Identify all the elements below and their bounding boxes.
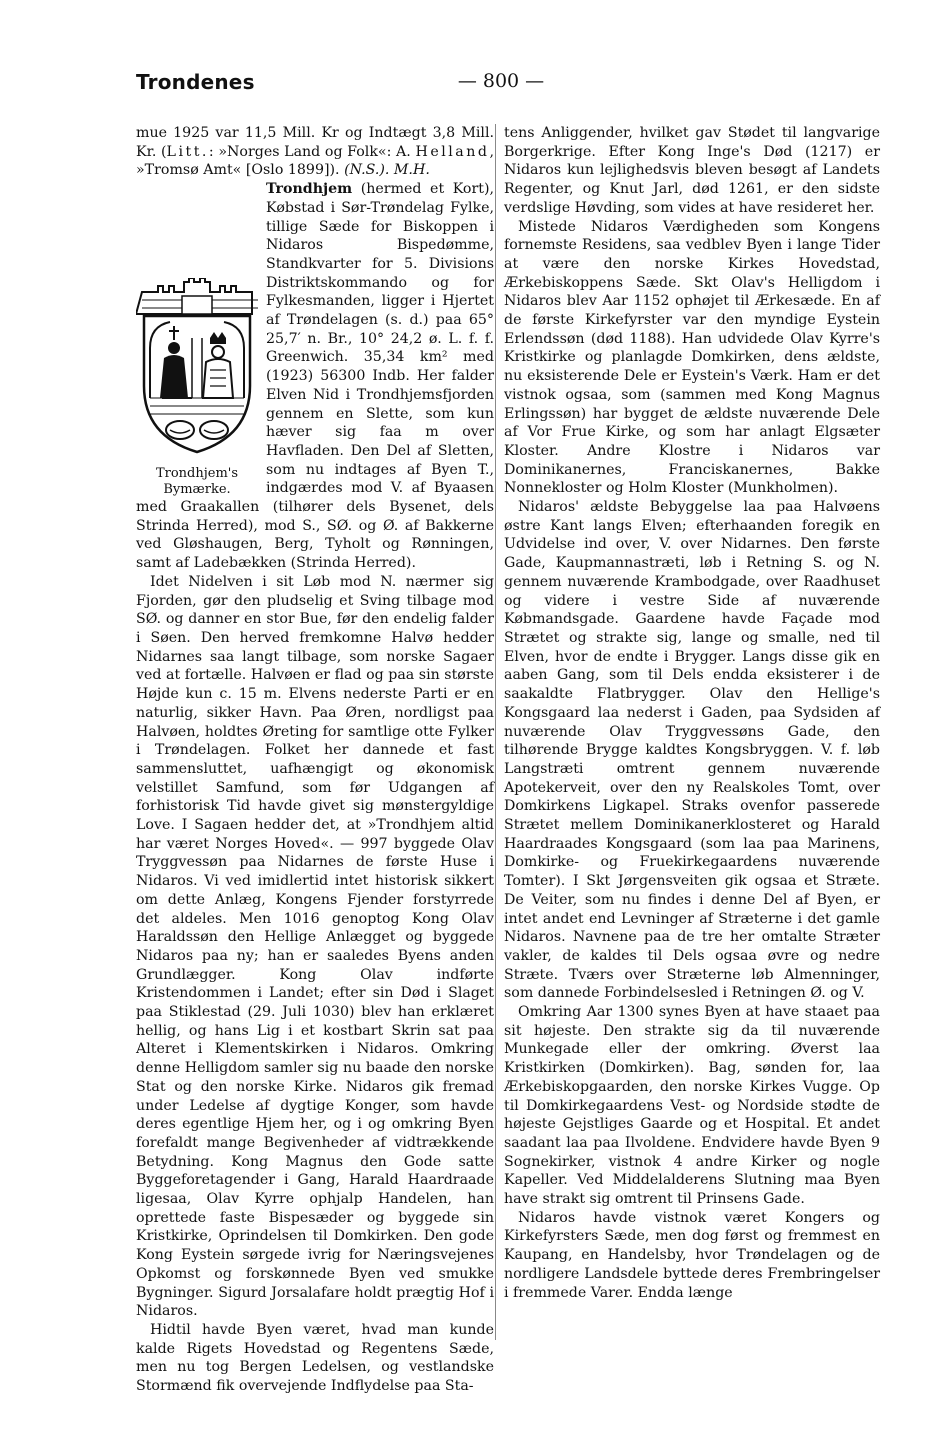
- column-divider: [495, 124, 496, 1340]
- paragraph: Hidtil havde Byen været, hvad man kunde kalde Rigets Hovedstad og Regentens Sæde, men nu tog Bergen Ledelsen, og vestlandske Stormænd fik overvejende Indflydelse paa Sta-: [136, 1322, 494, 1395]
- signature: (N.S.). M.H.: [344, 162, 430, 179]
- paragraph: Idet Nidelven i sit Løb mod N. nærmer sig Fjorden, gør den pludselig et Sving tilbage mod SØ. og danner en stor Bue, før den endelig falder i Søen. Den herved fremkomne Halvø hedder Nidarnes saa langt tilbage, som norske Sagaer ved at fortælle. Halvøen er flad og paa sin største Højde kun c. 15 m. Elvens nederste Parti er en naturlig, sikker Havn. Paa Øren, nordligst paa Halvøen, holdtes Øreting for samtlige otte Fylker i Trøndelagen. Folket her dannede et fast sammensluttet, uafhængigt og økonomisk velstillet Samfund, som før Udgangen af forhistorisk Tid havde givet sig mønstergyldige Love. I Sagaen hedder det, at »Trondhjem altid har været Norges Hoved«. — 997 byggede Olav Tryggvessøn paa Nidarnes de første Huse i Nidaros. Vi ved imidlertid intet historisk sikkert om dette Anlæg, Kongens Fjender forstyrrede det aldeles. Men 1016 genoptog Kong Olav Haraldssøn den Hellige Anlægget og byggede Nidaros paa ny; han er saaledes Byens anden Grundlægger. Kong Olav indførte Kristendommen i Landet; efter sin Død i Slaget paa Stiklestad (29. Juli 1030) blev han erklæret hellig, og hans Lig i et kostbart Skrin sat paa Alteret i Klementskirken i Nidaros. Omkring denne Helligdom samler sig nu baade den norske Stat og den norske Kirke. Nidaros gik fremad under Ledelse af dygtige Konger, som havde deres egentlige Hjem her, og i og omkring Byen forefaldt mange Begivenheder af vidtrækkende Betydning. Kong Magnus den Gode satte Byggeforetagender i Gang, Harald Haardraade ligesaa, Olav Kyrre ophjalp Handelen, han oprettede faste Bispesæder og byggede sin Kristkirke, Oprindelsen til Domkirken. Den gode Kong Eystein sørgede ivrig for Næringsvejenes Opkomst og forskønnede Byen ved smukke Bygninger. Sigurd Jorsalafare holdt prægtig Hof i Nidaros.: [136, 573, 494, 1320]
- text-run: , »Tromsø Amt« [Oslo 1899]).: [136, 143, 494, 179]
- paragraph: Mistede Nidaros Værdigheden som Kongens fornemste Residens, saa vedblev Byen i lange Tider at være den norske Kirkes Hovedstad, Ærkebiskoppens Sæde. Skt Olav's Helligdom i Nidaros blev Aar 1152 ophøjet til Ærkesæde. En af de første Kirkefyrster var den myndige Eystein Erlendssøn (død 1188). Han udvidede Olav Kyrre's Kristkirke og planlagde Domkirken, dens ældste, nu eksisterende Dele er Eystein's Værk. Ham er det vistnok ogsaa, som (sammen med Kong Magnus Erlingssøn) har bygget de ældste nuværende Dele af Vor Frue Kirke, og som har anlagt Elgsæter Kloster. Andre Klostre i Nidaros var Dominikanernes, Franciskanernes, Bakke Nonnekloster og Holm Kloster (Munkholmen).: [504, 218, 880, 497]
- coat-of-arms-caption: Trondhjem's Bymærke.: [155, 466, 239, 498]
- entry-headword: Trondhjem: [266, 181, 353, 198]
- left-column: [136, 124, 494, 1396]
- paragraph: [136, 124, 494, 180]
- entry-text: (hermed et Kort), Købstad i Sør-Trøndelag Fylke, tillige Sæde for Biskoppen i Nidaros Bispedømme, Standkvarter for 5. Divisions Distriktskommando og for Fylkesmanden, ligger i Hjertet af Trøndelagen (s. d.) paa 65° 25,7′ n. Br., 10° 24,2 ø. L. f. f. Greenwich. 35,34 km² med (1923) 56300 Indb. Her falder Elven Nid i Trondhjemsfjorden gennem en Slette, som kun hæver sig faa m over Havfladen. Den Del af Sletten, som nu indtages af Byen T., indgærdes mod V. af Byaasen med Graakallen (tilhører dels Bysenet, dels Strinda Herred), mod S., SØ. og Ø. af Bakkerne ved Gløshaugen, Berg, Tyholt og Rønningen, samt af Ladebækken (Strinda Herred).: [136, 181, 494, 572]
- text-run: : »Norges Land og Folk«: A.: [208, 143, 416, 160]
- author-name: Helland: [415, 143, 490, 160]
- paragraph: Nidaros havde vistnok været Kongers og Kirkefyrsters Sæde, men dog først og fremmest en Kaupang, en Handelsby, hvor Trøndelagen og de nordligere Landsdele byttede deres Frembringelser i fremmede Varer. Endda længe: [504, 1209, 880, 1301]
- page-number: — 800 —: [457, 70, 545, 92]
- paragraph: tens Anliggender, hvilket gav Stødet til langvarige Borgerkrige. Efter Kong Inge's Død (1217) er Nidaros kun lejlighedsvis bleven besøgt af Landets Regenter, og Knut Jarl, død 1261, er den sidste verdslige Høvding, som vides at have resideret her.: [504, 125, 880, 216]
- coat-of-arms-icon: [136, 278, 258, 464]
- litt-label: Litt.: [166, 143, 209, 160]
- paragraph: Nidaros' ældste Bebyggelse laa paa Halvøens østre Kant langs Elven; efterhaanden foregik en Udvidelse ind over, V. over Nidarnes. Den første Gade, Kaupmannastræti, løb i Retning S. og N. gennem nuværende Krambodgade, over Raadhuset og videre i vestre Side af nuværende Købmandsgade. Gaardene havde Façade mod Strætet og strakte sig, lange og smalle, ned til Elven, hvor de endte i Brygger. Langs disse gik en aaben Gang, som til Dels endda eksisterer i de saakaldte Flatbrygger. Olav den Hellige's Kongsgaard laa nederst i Gaden, paa Sydsiden af nuværende Olav Tryggvessøns Gade, den tilhørende Brygge kaldtes Kongsbryggen. V. f. løb Langstræti omtrent gennem nuværende Apotekerveit, over den ny Realskoles Tomt, over Domkirkens Ligkapel. Straks ovenfor passerede Strætet mellem Dominikanerklosteret og Harald Haardraades Kongsgaard (som laa paa Marinens, Domkirke- og Fruekirkegaardens nuværende Tomter). I Skt Jørgensveiten gik ogsaa et Stræte. De Veiter, som nu findes i denne Del af Byen, er intet andet end Levninger af Stræterne i det gamle Nidaros. Navnene paa de tre her omtalte Stræter vakler, de kaldes til Dels ogsaa øvre og nedre Stræte. Tværs over Stræterne løb Almenninger, som dannede Forbindelsesled i Retningen Ø. og V.: [504, 499, 880, 1002]
- page-header: [136, 70, 878, 98]
- coat-of-arms-figure: [136, 278, 258, 498]
- text-run: mue 1925 var 11,5 Mill. Kr og Indtægt 3,8 Mill. Kr. (: [136, 125, 494, 160]
- entry-paragraph: [136, 180, 494, 573]
- paragraph: Omkring Aar 1300 synes Byen at have staaet paa sit højeste. Den strakte sig da til nuværende Munkegade eller der omkring. Øverst laa Kristkirken (Domkirken). Bag, sønden for, laa Ærkebiskopgaarden, den norske Kirkes Vugge. Op til Domkirkegaardens Vest- og Nordside stødte de højeste Gejstliges Gaarde og et Hospital. Et andet saadant laa paa Ilvoldene. Endvidere havde Byen 9 Sognekirker, vistnok 4 andre Kirker og nogle Kapeller. Ved Middelalderens Slutning maa Byen have strakt sig omtrent til Prinsens Gade.: [504, 1004, 880, 1208]
- running-head: Trondenes: [136, 70, 255, 94]
- right-column: [504, 124, 880, 1302]
